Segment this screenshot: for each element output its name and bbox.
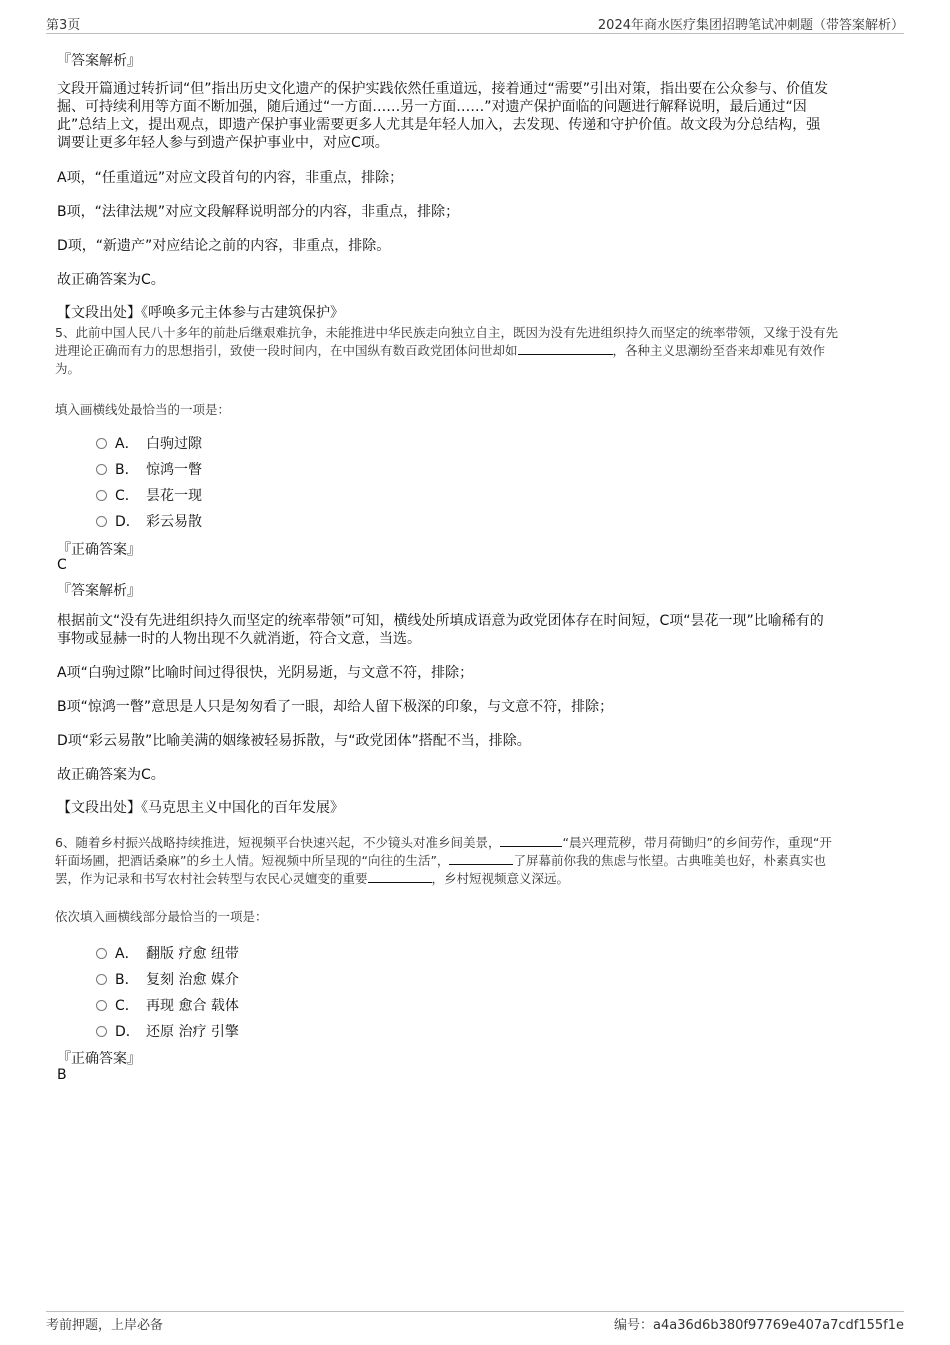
- q5-stem-text: ，各种主义思潮纷至沓来却难见有效作: [612, 343, 826, 358]
- q6-stem-text: 了屏幕前你我的焦虑与怅望。古典唯美也好，朴素真实也: [513, 853, 826, 868]
- q6-correct-answer: B: [57, 1067, 67, 1083]
- radio-icon[interactable]: [96, 1026, 107, 1037]
- fill-blank: [449, 852, 513, 865]
- q5-item-d: D项“彩云易散”比喻美满的姻缘被轻易拆散，与“政党团体”搭配不当，排除。: [57, 733, 531, 749]
- option-text: 惊鸿一瞥: [146, 462, 202, 478]
- fill-blank: [518, 342, 613, 355]
- option-text: 复刻 治愈 媒介: [146, 972, 239, 988]
- q4-item-a: A项，“任重道远”对应文段首句的内容，非重点，排除；: [57, 170, 404, 186]
- q5-stem-line: 为。: [55, 361, 81, 376]
- q4-item-d: D项，“新遗产”对应结论之前的内容，非重点，排除。: [57, 238, 391, 254]
- q5-stem: [55, 324, 895, 378]
- option-text: 还原 治疗 引擎: [146, 1024, 239, 1040]
- radio-icon[interactable]: [96, 948, 107, 959]
- q5-prompt: 填入画横线处最恰当的一项是：: [55, 402, 231, 417]
- footer-divider: [46, 1311, 904, 1312]
- option-text: 彩云易散: [146, 514, 202, 530]
- q5-stem-line: [55, 342, 895, 360]
- option-letter: B．: [115, 462, 139, 478]
- q6-option-d[interactable]: [96, 1021, 239, 1039]
- option-letter: A．: [115, 436, 139, 452]
- option-letter: C．: [115, 998, 139, 1014]
- q5-item-a: A项“白驹过隙”比喻时间过得很快，光阴易逝，与文意不符，排除；: [57, 665, 474, 681]
- option-text: 翻版 疗愈 纽带: [146, 946, 239, 962]
- fill-blank: [500, 834, 562, 847]
- radio-icon[interactable]: [96, 490, 107, 501]
- q6-stem-line: [55, 834, 895, 852]
- q4-analysis-line: 此”总结上文，提出观点，即遗产保护事业需要更多人尤其是年轻人加入，去发现、传递和守护价值。故文段为分总结构，强: [57, 117, 821, 133]
- option-letter: C．: [115, 488, 139, 504]
- q5-analysis-title: 『答案解析』: [57, 583, 141, 599]
- footer-slogan: 考前押题，上岸必备: [46, 1318, 164, 1333]
- q5-analysis-line: 事物或显赫一时的人物出现不久就消逝，符合文意，当选。: [57, 631, 421, 647]
- q5-analysis: [57, 612, 893, 648]
- option-letter: D．: [115, 1024, 140, 1040]
- q5-conclusion: 故正确答案为C。: [57, 767, 165, 783]
- q4-analysis-line: 文段开篇通过转折词“但”指出历史文化遗产的保护实践依然任重道远，接着通过“需要”引出对策，指出要在公众参与、价值发: [57, 81, 829, 97]
- q6-option-c[interactable]: [96, 995, 239, 1013]
- radio-icon[interactable]: [96, 516, 107, 527]
- q6-correct-title: 『正确答案』: [57, 1051, 141, 1067]
- q6-stem-line: [55, 852, 895, 870]
- q5-option-d[interactable]: [96, 511, 202, 529]
- q6-stem: [55, 834, 895, 888]
- q5-option-c[interactable]: [96, 485, 202, 503]
- radio-icon[interactable]: [96, 464, 107, 475]
- radio-icon[interactable]: [96, 974, 107, 985]
- q4-conclusion: 故正确答案为C。: [57, 272, 165, 288]
- option-text: 昙花一现: [146, 488, 202, 504]
- q5-source: 【文段出处】《马克思主义中国化的百年发展》: [57, 800, 344, 816]
- radio-icon[interactable]: [96, 1000, 107, 1011]
- option-text: 白驹过隙: [146, 436, 202, 452]
- page-number: 第3页: [46, 18, 81, 33]
- q5-analysis-line: 根据前文“没有先进组织持久而坚定的统率带领”可知，横线处所填成语意为政党团体存在时间短，C项“昙花一现”比喻稀有的: [57, 613, 824, 629]
- document-title: 2024年商水医疗集团招聘笔试冲刺题（带答案解析）: [597, 18, 904, 33]
- q4-analysis-line: 调要让更多年轻人参与到遗产保护事业中，对应C项。: [57, 135, 389, 151]
- q6-stem-text: 轩面场圃，把酒话桑麻”的乡土人情。短视频中所呈现的“向往的生活”，: [55, 853, 450, 868]
- q4-analysis-title: 『答案解析』: [57, 53, 141, 69]
- page-footer: [46, 1314, 904, 1332]
- q6-option-a[interactable]: [96, 943, 239, 961]
- q4-analysis: [57, 80, 893, 152]
- q4-source: 【文段出处】《呼唤多元主体参与古建筑保护》: [57, 305, 344, 321]
- q5-stem-text: 进理论正确而有力的思想指引，致使一段时间内，在中国纵有数百政党团体问世却如: [55, 343, 518, 358]
- q4-analysis-line: 掘、可持续利用等方面不断加强，随后通过“一方面……另一方面……”对遗产保护面临的问题进行解释说明，最后通过“因: [57, 99, 807, 115]
- q6-stem-text: 罢，作为记录和书写农村社会转型与农民心灵嬗变的重要: [55, 871, 368, 886]
- q5-option-b[interactable]: [96, 459, 202, 477]
- q5-correct-answer: C: [57, 557, 67, 573]
- radio-icon[interactable]: [96, 438, 107, 449]
- q6-prompt: 依次填入画横线部分最恰当的一项是：: [55, 909, 268, 924]
- option-letter: A．: [115, 946, 139, 962]
- option-letter: B．: [115, 972, 139, 988]
- q6-stem-text: ，乡村短视频意义深远。: [431, 871, 570, 886]
- option-letter: D．: [115, 514, 140, 530]
- q6-stem-text: 6、随着乡村振兴战略持续推进，短视频平台快速兴起，不少镜头对准乡间美景，: [55, 835, 501, 850]
- header-divider: [46, 33, 904, 34]
- q6-stem-line: [55, 870, 895, 888]
- q5-option-a[interactable]: [96, 433, 202, 451]
- document-code: 编号：a4a36d6b380f97769e407a7cdf155f1e: [614, 1318, 904, 1333]
- fill-blank: [368, 870, 432, 883]
- page-header: [46, 14, 904, 32]
- option-text: 再现 愈合 载体: [146, 998, 239, 1014]
- q5-stem-line: 5、此前中国人民八十多年的前赴后继艰难抗争，未能推进中华民族走向独立自主，既因为没有先进组织持久而坚定的统率带领，又缘于没有先: [55, 325, 838, 340]
- q4-item-b: B项，“法律法规”对应文段解释说明部分的内容，非重点，排除；: [57, 204, 460, 220]
- q5-correct-title: 『正确答案』: [57, 542, 141, 558]
- q6-stem-text: “晨兴理荒秽，带月荷锄归”的乡间劳作，重现“开: [562, 835, 832, 850]
- q6-option-b[interactable]: [96, 969, 239, 987]
- q5-item-b: B项“惊鸿一瞥”意思是人只是匆匆看了一眼，却给人留下极深的印象，与文意不符，排除；: [57, 699, 614, 715]
